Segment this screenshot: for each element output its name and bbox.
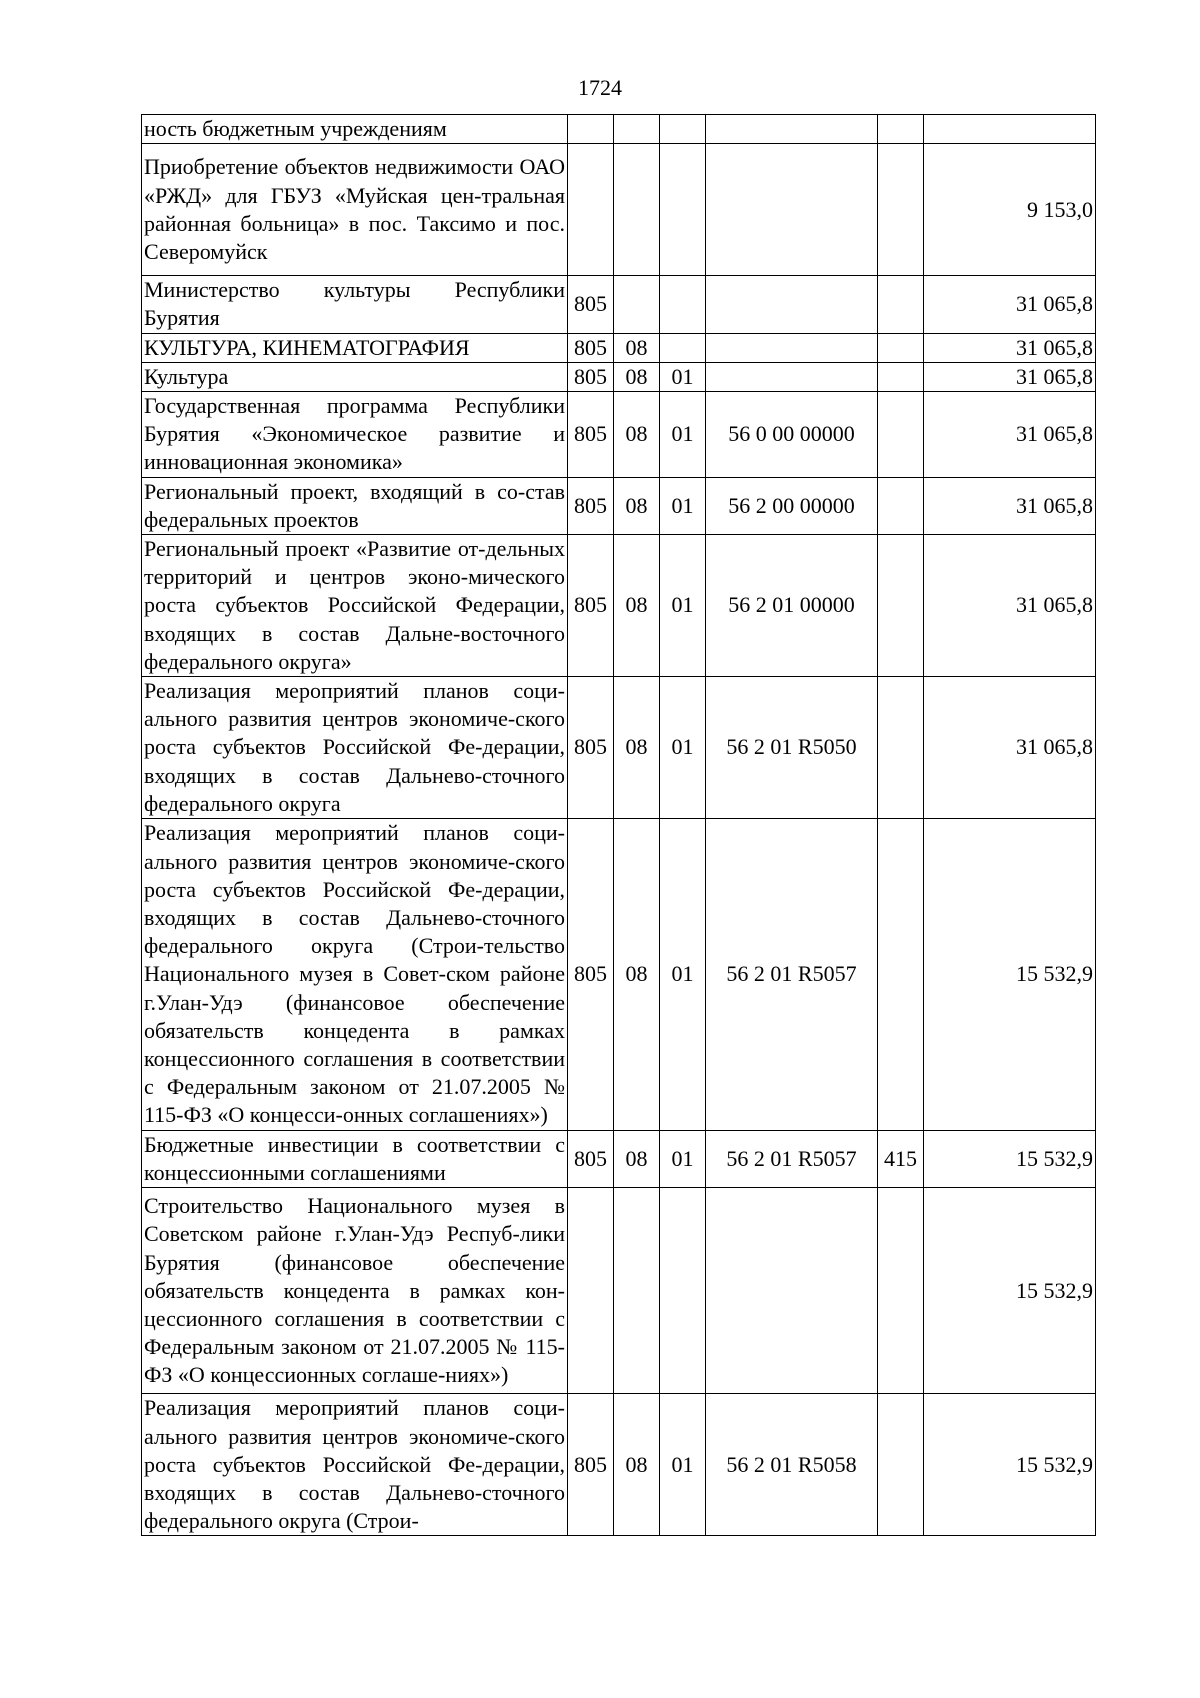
amount-cell: 31 065,8	[924, 276, 1096, 333]
table-row	[142, 1188, 1096, 1394]
section-code-cell: 08	[614, 333, 660, 362]
section-code-cell: 08	[614, 535, 660, 677]
row-name-cell: Региональный проект «Развитие от-дельных территорий и центров эконо-мического роста субъектов Российской Федерации, входящих в состав Дальне-восточного федерального округа»	[142, 535, 568, 677]
subsection-code-cell: 01	[660, 1131, 706, 1188]
expense-type-cell	[878, 392, 924, 478]
ministry-code-cell	[568, 115, 614, 144]
row-name-cell: Региональный проект, входящий в со-став федеральных проектов	[142, 477, 568, 534]
expense-type-cell	[878, 535, 924, 677]
amount-cell	[924, 115, 1096, 144]
expense-type-cell	[878, 362, 924, 391]
section-code-cell	[614, 115, 660, 144]
table-row	[142, 144, 1096, 276]
amount-cell: 15 532,9	[924, 819, 1096, 1131]
table-row	[142, 1394, 1096, 1536]
target-article-cell	[706, 333, 878, 362]
section-code-cell: 08	[614, 1394, 660, 1536]
row-name-cell: Реализация мероприятий планов соци-ального развития центров экономиче-ского роста субъектов Российской Фе-дерации, входящих в состав Дальнево-сточного федерального округа	[142, 677, 568, 819]
expense-type-cell	[878, 333, 924, 362]
subsection-code-cell: 01	[660, 362, 706, 391]
expense-type-cell	[878, 115, 924, 144]
subsection-code-cell: 01	[660, 477, 706, 534]
table-row	[142, 362, 1096, 391]
subsection-code-cell: 01	[660, 535, 706, 677]
ministry-code-cell: 805	[568, 362, 614, 391]
subsection-code-cell: 01	[660, 819, 706, 1131]
target-article-cell	[706, 115, 878, 144]
amount-cell: 9 153,0	[924, 144, 1096, 276]
expense-type-cell	[878, 1394, 924, 1536]
expense-type-cell	[878, 144, 924, 276]
amount-cell: 31 065,8	[924, 333, 1096, 362]
amount-cell: 31 065,8	[924, 362, 1096, 391]
section-code-cell: 08	[614, 1131, 660, 1188]
ministry-code-cell: 805	[568, 819, 614, 1131]
amount-cell: 15 532,9	[924, 1188, 1096, 1394]
target-article-cell: 56 2 01 R5057	[706, 819, 878, 1131]
page-number: 1724	[578, 75, 622, 100]
table-row	[142, 115, 1096, 144]
section-code-cell: 08	[614, 477, 660, 534]
subsection-code-cell	[660, 115, 706, 144]
row-name-cell: Культура	[142, 362, 568, 391]
amount-cell: 31 065,8	[924, 392, 1096, 478]
target-article-cell: 56 2 01 00000	[706, 535, 878, 677]
expense-type-cell	[878, 677, 924, 819]
section-code-cell: 08	[614, 362, 660, 391]
ministry-code-cell: 805	[568, 276, 614, 333]
table-row	[142, 276, 1096, 333]
ministry-code-cell: 805	[568, 477, 614, 534]
target-article-cell: 56 2 01 R5050	[706, 677, 878, 819]
target-article-cell: 56 2 01 R5058	[706, 1394, 878, 1536]
row-name-cell: Министерство культуры Республики Бурятия	[142, 276, 568, 333]
ministry-code-cell: 805	[568, 392, 614, 478]
amount-cell: 31 065,8	[924, 477, 1096, 534]
amount-cell: 15 532,9	[924, 1131, 1096, 1188]
section-code-cell: 08	[614, 392, 660, 478]
ministry-code-cell	[568, 1188, 614, 1394]
subsection-code-cell	[660, 333, 706, 362]
row-name-cell: Бюджетные инвестиции в соответствии с концессионными соглашениями	[142, 1131, 568, 1188]
subsection-code-cell	[660, 1188, 706, 1394]
row-name-cell: Приобретение объектов недвижимости ОАО «РЖД» для ГБУЗ «Муйская цен-тральная районная больница» в пос. Таксимо и пос. Северомуйск	[142, 144, 568, 276]
section-code-cell: 08	[614, 677, 660, 819]
section-code-cell	[614, 144, 660, 276]
row-name-cell: Строительство Национального музея в Советском районе г.Улан-Удэ Респуб-лики Бурятия (финансовое обеспечение обязательств концедента в рамках кон-цессионного соглашения в соответствии с Федеральным законом от 21.07.2005 № 115-ФЗ «О концессионных соглаше-ниях»)	[142, 1188, 568, 1394]
budget-table	[141, 114, 1096, 1536]
table-row	[142, 333, 1096, 362]
ministry-code-cell: 805	[568, 333, 614, 362]
target-article-cell: 56 0 00 00000	[706, 392, 878, 478]
ministry-code-cell: 805	[568, 677, 614, 819]
subsection-code-cell: 01	[660, 392, 706, 478]
subsection-code-cell	[660, 144, 706, 276]
row-name-cell: КУЛЬТУРА, КИНЕМАТОГРАФИЯ	[142, 333, 568, 362]
row-name-cell: Реализация мероприятий планов соци-ального развития центров экономиче-ского роста субъектов Российской Фе-дерации, входящих в состав Дальнево-сточного федерального округа (Строи-	[142, 1394, 568, 1536]
table-row	[142, 392, 1096, 478]
table-row	[142, 477, 1096, 534]
subsection-code-cell	[660, 276, 706, 333]
budget-table-body	[142, 115, 1096, 1536]
ministry-code-cell	[568, 144, 614, 276]
subsection-code-cell: 01	[660, 1394, 706, 1536]
table-row	[142, 535, 1096, 677]
expense-type-cell: 415	[878, 1131, 924, 1188]
target-article-cell	[706, 1188, 878, 1394]
target-article-cell	[706, 276, 878, 333]
expense-type-cell	[878, 819, 924, 1131]
subsection-code-cell: 01	[660, 677, 706, 819]
ministry-code-cell: 805	[568, 1131, 614, 1188]
amount-cell: 31 065,8	[924, 535, 1096, 677]
section-code-cell: 08	[614, 819, 660, 1131]
row-name-cell: ность бюджетным учреждениям	[142, 115, 568, 144]
expense-type-cell	[878, 1188, 924, 1394]
target-article-cell: 56 2 01 R5057	[706, 1131, 878, 1188]
expense-type-cell	[878, 477, 924, 534]
target-article-cell	[706, 144, 878, 276]
section-code-cell	[614, 276, 660, 333]
ministry-code-cell: 805	[568, 535, 614, 677]
target-article-cell	[706, 362, 878, 391]
table-row	[142, 677, 1096, 819]
section-code-cell	[614, 1188, 660, 1394]
ministry-code-cell: 805	[568, 1394, 614, 1536]
target-article-cell: 56 2 00 00000	[706, 477, 878, 534]
row-name-cell: Государственная программа Республики Бурятия «Экономическое развитие и инновационная экономика»	[142, 392, 568, 478]
amount-cell: 31 065,8	[924, 677, 1096, 819]
row-name-cell: Реализация мероприятий планов соци-ального развития центров экономиче-ского роста субъектов Российской Фе-дерации, входящих в состав Дальнево-сточного федерального округа (Строи-тельство Национального музея в Совет-ском районе г.Улан-Удэ (финансовое обеспечение обязательств концедента в рамках концессионного соглашения в соответствии с Федеральным законом от 21.07.2005 № 115-ФЗ «О концесси-онных соглашениях»)	[142, 819, 568, 1131]
expense-type-cell	[878, 276, 924, 333]
table-row	[142, 1131, 1096, 1188]
table-row	[142, 819, 1096, 1131]
amount-cell: 15 532,9	[924, 1394, 1096, 1536]
